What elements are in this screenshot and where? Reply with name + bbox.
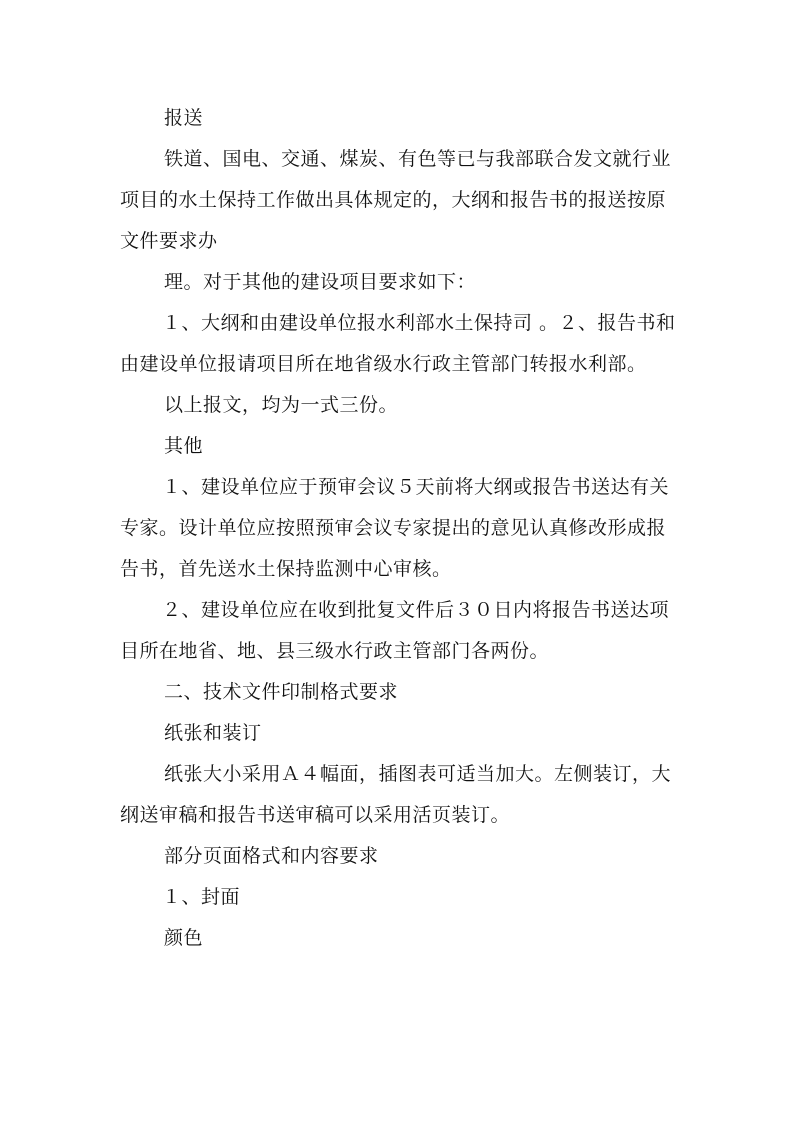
paragraph-other-item-2: ２、建设单位应在收到批复文件后３０日内将报告书送达项目所在地省、地、县三级水行政主管部门各两份。 [120,599,670,662]
document-body [120,98,680,959]
paragraph-other-projects: 理。对于其他的建设项目要求如下： [164,271,477,293]
paragraph-list-item-1: １、大纲和由建设单位报水利部水土保持司 。２、报告书和由建设单位报请项目所在地省级水行政主管部门转报水利部。 [120,312,676,375]
paragraph-heading-paper-binding: 纸张和装订 [164,722,262,744]
paragraph-heading-color: 颜色 [164,927,204,949]
paragraph-copies: 以上报文，均为一式三份。 [164,394,399,416]
section-heading-print-format: 二、技术文件印制格式要求 [164,681,399,703]
paragraph-heading-submission: 报送 [164,107,204,129]
paragraph-heading-other: 其他 [164,435,204,457]
paragraph-cover-item: １、封面 [162,886,241,908]
paragraph-other-item-1: １、建设单位应于预审会议５天前将大纲或报告书送达有关专家。设计单位应按照预审会议专家提出的意见认真修改形成报告书，首先送水土保持监测中心审核。 [120,476,670,580]
paragraph-paper-size: 纸张大小采用Ａ４幅面，插图表可适当加大。左侧装订，大纲送审稿和报告书送审稿可以采用活页装订。 [120,763,672,826]
paragraph-heading-page-format: 部分页面格式和内容要求 [164,845,379,867]
paragraph-industry-rules: 铁道、国电、交通、煤炭、有色等已与我部联合发文就行业项目的水土保持工作做出具体规定的，大纲和报告书的报送按原文件要求办 [120,148,672,252]
